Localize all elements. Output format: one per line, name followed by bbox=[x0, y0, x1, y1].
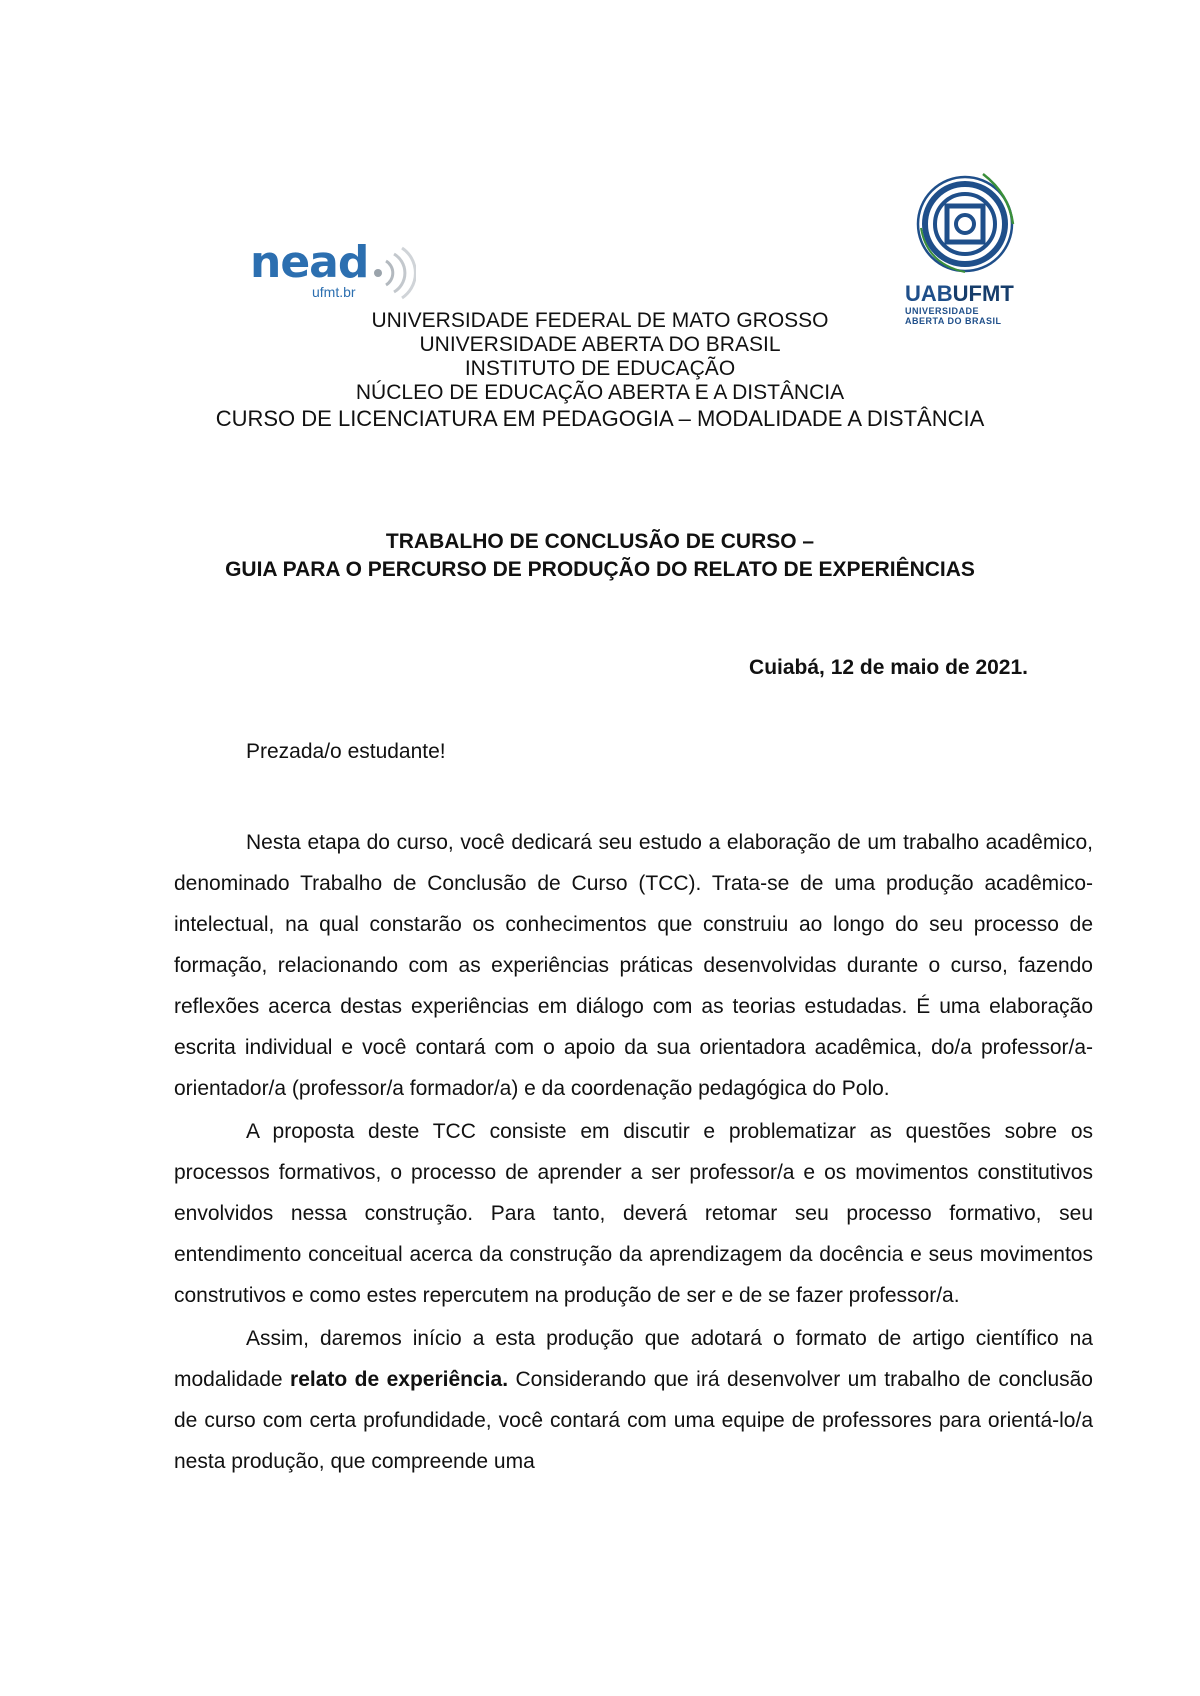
document-body bbox=[174, 822, 1093, 1482]
document-date: Cuiabá, 12 de maio de 2021. bbox=[749, 656, 1028, 679]
document-title-line-2: GUIA PARA O PERCURSO DE PRODUÇÃO DO RELATO DE EXPERIÊNCIAS bbox=[225, 558, 975, 581]
nead-logo bbox=[250, 238, 420, 304]
uab-seal-icon bbox=[913, 168, 1021, 278]
uab-tagline-line2: ABERTA DO BRASIL bbox=[905, 316, 1002, 326]
nead-logo-word: nead bbox=[250, 237, 369, 288]
document-title bbox=[0, 528, 1200, 584]
paragraph-3-start: Assim, daremos início a esta produção que adotará o formato de artigo científico na modalidade bbox=[174, 1327, 1093, 1391]
uab-brand-b: UFMT bbox=[952, 281, 1014, 306]
uab-brand-text bbox=[905, 282, 1014, 306]
document-title-line-1: TRABALHO DE CONCLUSÃO DE CURSO – bbox=[385, 530, 815, 553]
nead-logo-subtext: ufmt.br bbox=[312, 284, 356, 300]
institution-header bbox=[0, 309, 1200, 431]
uab-brand-a: UAB bbox=[905, 281, 953, 306]
institution-line-4: NÚCLEO DE EDUCAÇÃO ABERTA E A DISTÂNCIA bbox=[355, 381, 845, 404]
paragraph-2: A proposta deste TCC consiste em discutir e problematizar as questões sobre os processos formativos, o processo de aprender a ser professor/a e os movimentos constitutivos envolvidos nessa construção. Para tanto, deverá retomar seu processo formativo, seu entendimento conceitual acerca da construção da aprendizagem da docência e seus movimentos construtivos e como estes repercutem na produção de ser e de se fazer professor/a. bbox=[174, 1120, 1093, 1307]
institution-line-3: INSTITUTO DE EDUCAÇÃO bbox=[464, 357, 736, 380]
paragraph-3-emphasis: relato de experiência. bbox=[290, 1368, 509, 1391]
greeting: Prezada/o estudante! bbox=[246, 740, 446, 763]
institution-line-2: UNIVERSIDADE ABERTA DO BRASIL bbox=[419, 333, 781, 356]
paragraph-3 bbox=[174, 1318, 1093, 1482]
signal-waves-icon bbox=[372, 246, 416, 300]
paragraph-3-end: Considerando que irá desenvolver um trabalho de conclusão de curso com certa profundidade, você contará com uma equipe de professores para orientá-lo/a nesta produção, que compreende uma bbox=[174, 1368, 1093, 1473]
paragraph-1: Nesta etapa do curso, você dedicará seu estudo a elaboração de um trabalho acadêmico, denominado Trabalho de Conclusão de Curso (TCC). Trata-se de uma produção acadêmico-intelectual, na qual constarão os conhecimentos que construiu ao longo do seu processo de formação, relacionando com as experiências práticas desenvolvidas durante o curso, fazendo reflexões acerca destas experiências em diálogo com as teorias estudadas. É uma elaboração escrita individual e você contará com o apoio da sua orientadora acadêmica, do/a professor/a-orientador/a (professor/a formador/a) e da coordenação pedagógica do Polo. bbox=[174, 831, 1093, 1100]
institution-line-1: UNIVERSIDADE FEDERAL DE MATO GROSSO bbox=[371, 309, 829, 332]
uab-tagline-line1: UNIVERSIDADE bbox=[905, 306, 980, 316]
institution-line-5: CURSO DE LICENCIATURA EM PEDAGOGIA – MODALIDADE A DISTÂNCIA bbox=[215, 406, 985, 431]
